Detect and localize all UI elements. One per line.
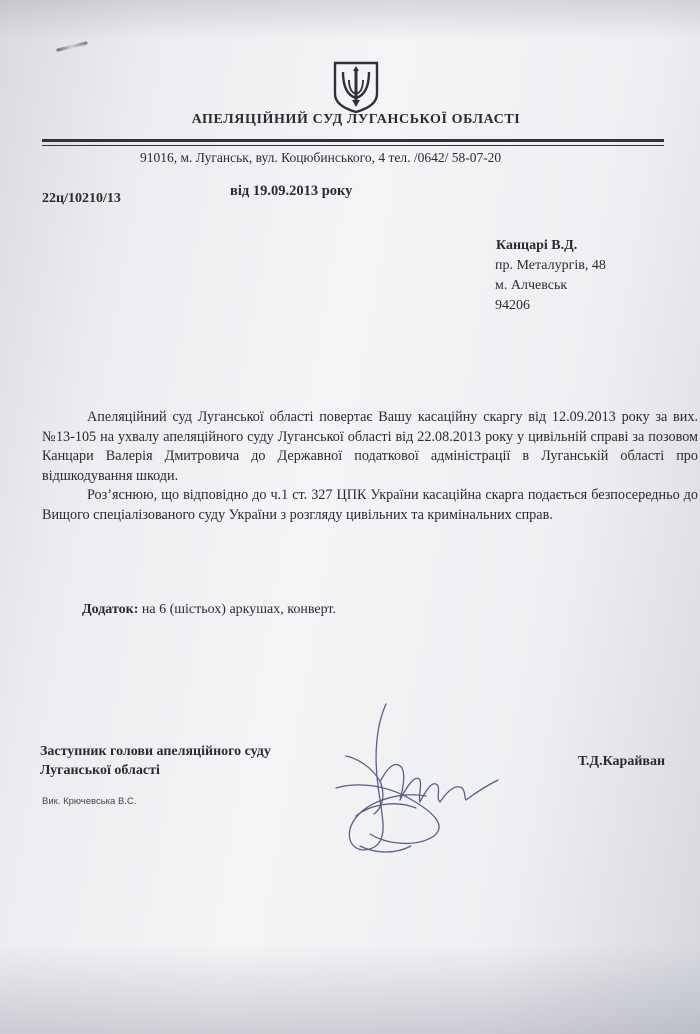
scan-shadow-top <box>0 0 700 40</box>
executor-note: Вик. Крючевська В.С. <box>42 796 137 807</box>
signatory-title-line-1: Заступник голови апеляційного суду <box>40 744 271 759</box>
staple-mark <box>56 41 88 52</box>
attachment-line <box>82 602 336 618</box>
court-address: 91016, м. Луганськ, вул. Коцюбинського, 4 тел. /0642/ 58-07-20 <box>140 150 502 165</box>
addressee-city: м. Алчевськ <box>495 278 568 293</box>
scan-shadow-bottom <box>0 944 700 1034</box>
addressee-postcode: 94206 <box>495 298 530 313</box>
handwritten-signature-icon <box>316 696 536 861</box>
header-rule-thick <box>42 139 664 142</box>
signatory-name: Т.Д.Карайван <box>578 754 666 769</box>
body-paragraph-2: Роз’яснюю, що відповідно до ч.1 ст. 327 ЦПК України касаційна скарга подається безпосередньо до Вищого спеціалізованого суду України з розгляду цивільних та кримінальних справ. <box>42 487 698 523</box>
addressee-block <box>495 236 606 316</box>
signatory-title-line-2: Луганської області <box>40 763 160 778</box>
trident-coat-of-arms-icon <box>332 60 380 114</box>
attachment-label: Додаток: <box>82 602 139 617</box>
registration-number: 22ц/10210/13 <box>42 191 121 206</box>
body-paragraph-1: Апеляційний суд Луганської області повертає Вашу касаційну скаргу від 12.09.2013 року за вих.№13-105 на ухвалу апеляційного суду Луганської області від 22.08.2013 року у цивільній справі за позовом Канцари Валерія Дмитровича до Державної податкової адміністрації в Луганській області про відшкодування шкоди. <box>42 409 698 484</box>
letter-body <box>42 408 698 525</box>
header-rule-thin <box>42 145 664 146</box>
attachment-text: на 6 (шістьох) аркушах, конверт. <box>141 602 336 617</box>
registration-date: від 19.09.2013 року <box>230 183 353 199</box>
signatory-title <box>40 742 271 780</box>
addressee-name: Канцарі В.Д. <box>496 238 578 253</box>
court-name-heading: АПЕЛЯЦІЙНИЙ СУД ЛУГАНСЬКОЇ ОБЛАСТІ <box>191 112 521 127</box>
addressee-street: пр. Металургів, 48 <box>495 258 606 273</box>
